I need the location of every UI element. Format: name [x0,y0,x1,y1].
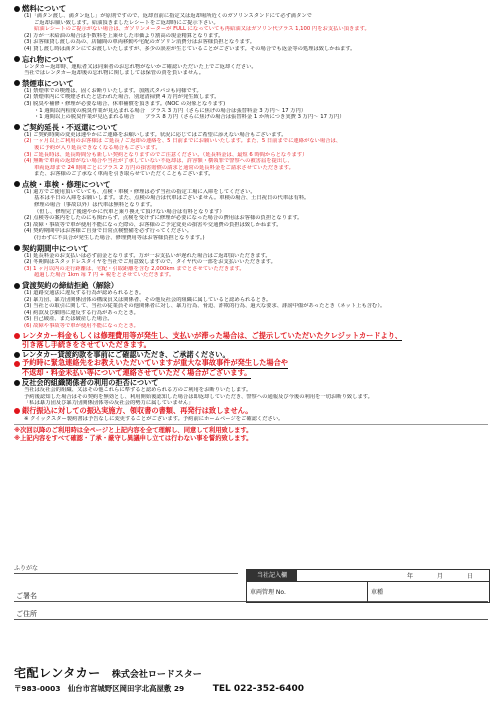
section-line: (1) ご契約時間の変更は速やかにご連絡をお願いします。状況に応じてはご希望に添えない場合もございます。 [24,131,287,138]
antisocial-line: 予約後認知した場合はその契約を無効とし、利用開始後認知した場合は即返却していただき、警察への通報及び今後の利用を一切お断り致します。 [24,393,373,400]
deposit-note: ※ クイックスター製約書は予告なしに変更することがございます。予約前にホームページをご確認ください。 [24,415,284,422]
section-line: (1) 道路交通法に違反する行為が認められるとき。 [24,290,145,296]
section-line: (1) 延長料金のお支払いは必ず前金となります。万が一お支払いが遅れた場合はご返却頂いただきます。 [24,252,271,259]
section-line: (行わずに不具合が発生した場合、修理費用等はお客様負担となります。) [34,235,205,242]
section-line: ・1 週間以内程度の脱臭作業が見込まれる場合 プラス 3 万円（さらに焦げの場合は張替料金 3 万円〜 17 万円） [34,107,307,114]
section-line: (4) 契約期間中はお客様ご自身で日常点検整備を必ず行ってください。 [24,228,193,235]
bullet-icon [14,245,20,251]
section-heading [14,180,488,189]
section-line: 後に予約が入り延長できなくなる場合もございます。 [34,144,161,151]
furigana-label: ふりがな [14,565,39,572]
company-address: 〒983-0003 仙台市宮城野区岡田字北高屋敷 29 [14,684,185,693]
section-title: 燃料について [22,4,67,13]
section-heading [14,79,488,88]
agreement-note: ※次回以降のご利用時は全ページと上記内容を全て理解し、同意して利用致します。 [14,427,253,435]
section-line: (4) 貸し渡し時は満タンにてお渡しいたしますが、多少の誤差が生じていることがございます。その場合でも返金等の処理は致しかねます。 [24,45,356,52]
highlight-line: レンタカー料金もしくは修理費用等が発生し、支払いが滞った場合は、ご提示していただいたクレジットカードより、 [14,332,488,342]
section-line: (2) 点検等の案内をしたのにも関わらず、点検を受けずに修理が必要になった場合の費用はお客様の負担となります。 [24,215,303,222]
name-label: ご署名 [16,592,37,600]
section-heading [14,244,488,253]
section-heading [14,4,488,13]
section-line: ご返却お願い致します。給油頂きましたレシートをご返却時にご提示下さい。 [34,19,219,26]
agreement-note: ※上記内容をすべて確認・了承・厳守し異議申し立ては行わない事を誓約致します。 [14,434,253,442]
furigana-line [14,573,238,574]
bullet-icon [14,333,20,339]
section-title: 忘れ物について [22,54,74,64]
bullet-icon [14,408,20,414]
vehicle-type-label: 車種 [371,589,384,596]
highlight-line: 不返却・料金未払い等について連絡させていただく場合がございます。 [22,367,252,377]
section-line: レンタカー返却時、運転者又は同乗者のお忘れ物がないかご確認いただいた上でご返却ください。 [24,63,257,70]
highlight-line: レンタカー貸渡約款を事前にご確認いただき、ご承諾ください。 [14,351,488,360]
section-line: (3) 故障・事故等で車が使用不能になった際の、お客様のご予定変更の損害や交通費の負担は致しかねます。 [24,221,282,228]
bullet-icon [14,80,20,86]
section-line: 超過した場合 1km 毎 7 円 + 税をとさせていただきます。 [34,272,175,279]
section-line: (2) 禁煙車内にて喫煙されたと思われた場合、別途清掃費 4 万円が発生致します。 [24,94,220,101]
section [14,79,488,121]
section-line: (3) ご延長時は、延長時間分も新しい契約となりますのでご注意ください。（延長料金は、最短 6 時間からとなります） [24,151,308,158]
bullet-icon [14,181,20,187]
section-line: (5) 自己破産、または破産した場合。 [24,316,113,323]
section-heading [14,55,488,64]
highlight-line: 反社会的組織関係者の利用の拒否について [14,379,488,388]
bullet-icon [14,56,20,62]
highlight-notices [14,332,488,443]
section-line: （但し、修理完了後速やかに代車と乗り換えて頂けない場合は有料となります） [34,208,225,215]
address-label: ご住所 [16,610,37,618]
section-line: (1) 還方でご使用頂いていても、点検・車検・修理は必ず当社の指定工場に入庫をしてください。 [24,188,256,195]
section-title: 点検・車検・修理について [22,179,111,189]
antisocial-line: 当社は反社会的組織、又はその他これらに準ずると認められる方のご利用をお断りいたします。 [24,387,252,394]
highlight-line: 予約時に緊急連絡先をお教えいただいていますが重大な事故事件が発生した場合や [14,359,488,369]
terms-sections [14,4,488,330]
bullet-icon [14,361,20,367]
section-line: (4) 約款及び細則に違反する行為があったとき。 [24,309,139,316]
company-footer [14,662,488,694]
section-line: また、お客様のご了承なく車両を引き取らせていただくこともございます。 [34,171,214,178]
bullet-icon [14,352,20,358]
section-line: (1) 禁煙車での喫煙は、固くお断りいたします。加熱式タバコも同様です。 [24,87,202,94]
section-line: 基本は平日の入庫をお願いします。また、点検の場合は代車はございません。車検の場合、土日祝日の代車は有料。 [34,195,310,202]
signature-area [14,563,488,655]
section-line: (1)「満タン渡し、満タン返し」が原則ですので、返却直前に指定又は返却場所近くのガソリンスタンドにて必ず満タンで [24,13,312,19]
highlight-line: 引き落し手続きをさせていただきます。 [22,340,151,350]
day-label: 日 [467,573,474,580]
address-line[interactable] [14,619,488,620]
section-line: 給油レシートのご提示がない場合は、ガソリンメーターが FULL になっていても再給油又はガソリン代プラス 1,100 円をお支払い頂きます。 [34,26,370,33]
section [14,55,488,77]
section-line: (3) 当社との取引に関して、当社の従業員その他関係者に対し、暴力行為、脅迫、詐欺的行為、過大な要求、誹謗中傷があったとき（ネット上も含む）。 [24,303,386,310]
month-label: 月 [437,573,444,580]
divider [14,424,488,425]
company-name: 株式会社ロードスター [111,670,202,680]
section-line: (2) 冬期間はスタッドレスタイヤを当社でご用意致しますので、タイヤ代の一部をお支払いいただきます。 [24,259,276,266]
bullet-icon [14,283,20,289]
section-line: (3) 脱臭や補修・修理が必要な場合、休車補償を頂きます。(NOC の対象となります) [24,100,226,107]
deposit-notice: 銀行振込に対しての振込実施方、領収書の書類、再発行は致しません。 [14,407,488,416]
office-use-title: 当社記入欄 [247,570,297,581]
section-line: (4) 無断で車両の返却がない場合や当社が了承していない不返却は、許容額・横領罪で警察への被害届を提出し、 [24,158,293,165]
section-line: 当社ではレンタカー返却後の忘れ物に関しましては保管の責を負いません。 [24,70,205,77]
section-line: (2) 万が一未給油の場合は手数料を上乗せした市価より割高の現金精算となります。 [24,32,224,39]
section [14,244,488,279]
section-line: (2) 一ヶ月以上ご利用のお客様は ご延長 / ご返却の連絡を、5 日前までにお願いいたします。また、5 日前までに連絡がない場合は、 [24,138,342,145]
bullet-icon [14,6,20,12]
section-heading [14,123,488,132]
section-line: (6) 故障や事故等で車が使用不能になったとき。 [24,322,139,329]
section-line: 車両返却まで 24 時間ごとにプラス 2 万円の損害賠償の請求と通常の延長料金をご請求させていただきます。 [34,164,294,171]
brand-name: 宅配レンタカー [14,666,101,680]
section-heading [14,281,488,290]
year-label: 年 [407,573,414,580]
section-title: 契約期間中について [22,243,89,253]
office-use-box [246,569,490,603]
section [14,180,488,242]
section-title: 貸渡契約の締結拒絶（解除） [22,281,119,290]
section [14,123,488,178]
section-title: 禁煙車について [22,78,74,88]
section-title: ご契約延長・不返還について [22,122,118,132]
section-line: ・1 週間以上の脱臭作業が見込まれる場合 プラス 8 万円（さらに焦げの場合は張替料金 1 か所につき実費 3 万円〜 17 万円） [34,114,345,121]
section-line: 修理の場合（事故以外）は代車は無料となります。 [34,202,156,209]
section [14,4,488,53]
section-line: (2) 暴力団、暴力団関係団体の構成員又は関係者、その他反社会的組織に属していると認められるとき。 [24,296,272,303]
section-line: (3) お客様貸し渡しの為の、店舗間の車両移動や宅配のガソリン消費分はお客様負担となります。 [24,39,256,46]
vehicle-no-label: 車両管理 No. [250,589,286,596]
section-line: (3) 1 ヶ月以内の走行距離は、宅配・引取距離を含む 2,000km までとさせていただきます。 [24,265,245,272]
antisocial-line: 「私は暴力団及び暴力団関係団体等の反社会的勢力に属していません」 [24,400,194,407]
section [14,281,488,330]
bullet-icon [14,380,20,386]
bullet-icon [14,124,20,130]
company-phone: TEL 022-352-6400 [212,684,305,694]
